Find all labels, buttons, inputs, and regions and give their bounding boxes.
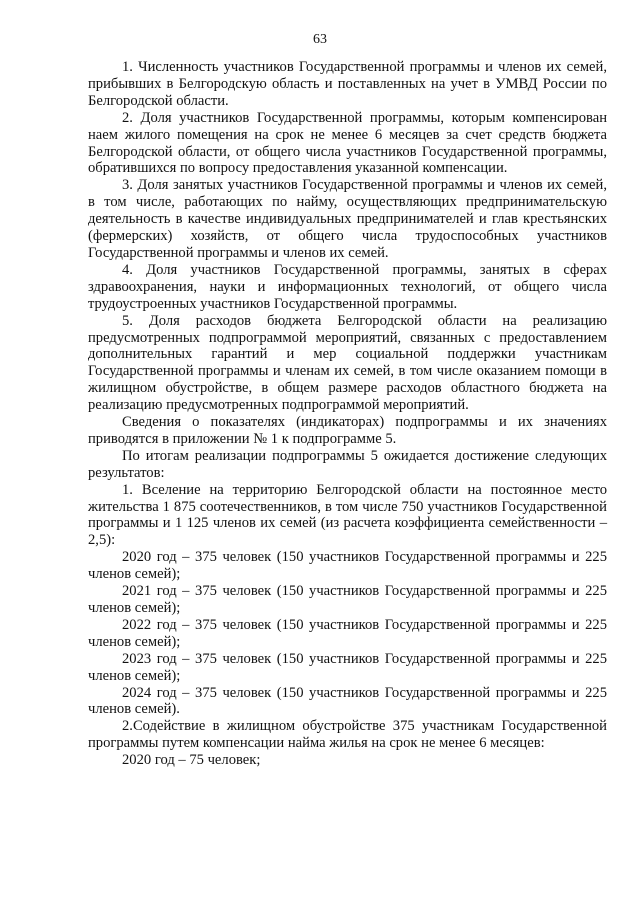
page-number: 63 (313, 32, 327, 47)
paragraph-indicator-5: 5. Доля расходов бюджета Белгородской области на реализацию предусмотренных подпрограммой мероприятий, связанных с предоставлением дополнительных гарантий и мер социальной поддержки участникам Государственной программы и членам их семей, в том числе оказанием помощи в жилищном обустройстве, в общем размере расходов областного бюджета на реализацию предусмотренных подпрограммой мероприятий. (88, 312, 607, 414)
paragraph-result-1: 1. Вселение на территорию Белгородской области на постоянное место жительства 1 875 соотечественников, в том числе 750 участников Государственной программы и 1 125 членов их семей (из расчета коэффициента семейственности – 2,5): (88, 481, 607, 549)
document-body (88, 59, 607, 769)
paragraph-indicators-reference: Сведения о показателях (индикаторах) подпрограммы и их значениях приводятся в приложении № 1 к подпрограмме 5. (88, 414, 607, 447)
paragraph-indicator-3: 3. Доля занятых участников Государственной программы и членов их семей, в том числе, работающих по найму, осуществляющих предпринимательскую деятельность в качестве индивидуальных предпринимателей и глав крестьянских (фермерских) хозяйств, от общего числа трудоспособных участников Государственной программы и членов их семей. (88, 177, 607, 261)
paragraph-indicator-2: 2. Доля участников Государственной программы, которым компенсирован наем жилого помещения на срок не менее 6 месяцев за счет средств бюджета Белгородской области, от общего числа участников Государственной программы, обратившихся по вопросу предоставления указанной компенсации. (88, 109, 607, 177)
paragraph-indicator-1: 1. Численность участников Государственной программы и членов их семей, прибывших в Белгородскую область и поставленных на учет в УМВД России по Белгородской области. (88, 59, 607, 109)
paragraph-result-1-year-2020: 2020 год – 375 человек (150 участников Государственной программы и 225 членов семей); (88, 549, 607, 583)
paragraph-result-1-year-2024: 2024 год – 375 человек (150 участников Государственной программы и 225 членов семей). (88, 684, 607, 718)
paragraph-expected-results-intro: По итогам реализации подпрограммы 5 ожидается достижение следующих результатов: (88, 447, 607, 481)
paragraph-result-2: 2.Содействие в жилищном обустройстве 375 участникам Государственной программы путем компенсации найма жилья на срок не менее 6 месяцев: (88, 718, 607, 752)
paragraph-indicator-4: 4. Доля участников Государственной программы, занятых в сферах здравоохранения, науки и информационных технологий, от общего числа трудоустроенных участников Государственной программы. (88, 261, 607, 312)
paragraph-result-1-year-2023: 2023 год – 375 человек (150 участников Государственной программы и 225 членов семей); (88, 650, 607, 684)
paragraph-result-1-year-2022: 2022 год – 375 человек (150 участников Государственной программы и 225 членов семей); (88, 616, 607, 650)
paragraph-result-2-year-2020: 2020 год – 75 человек; (122, 752, 261, 769)
paragraph-result-1-year-2021: 2021 год – 375 человек (150 участников Государственной программы и 225 членов семей); (88, 583, 607, 616)
